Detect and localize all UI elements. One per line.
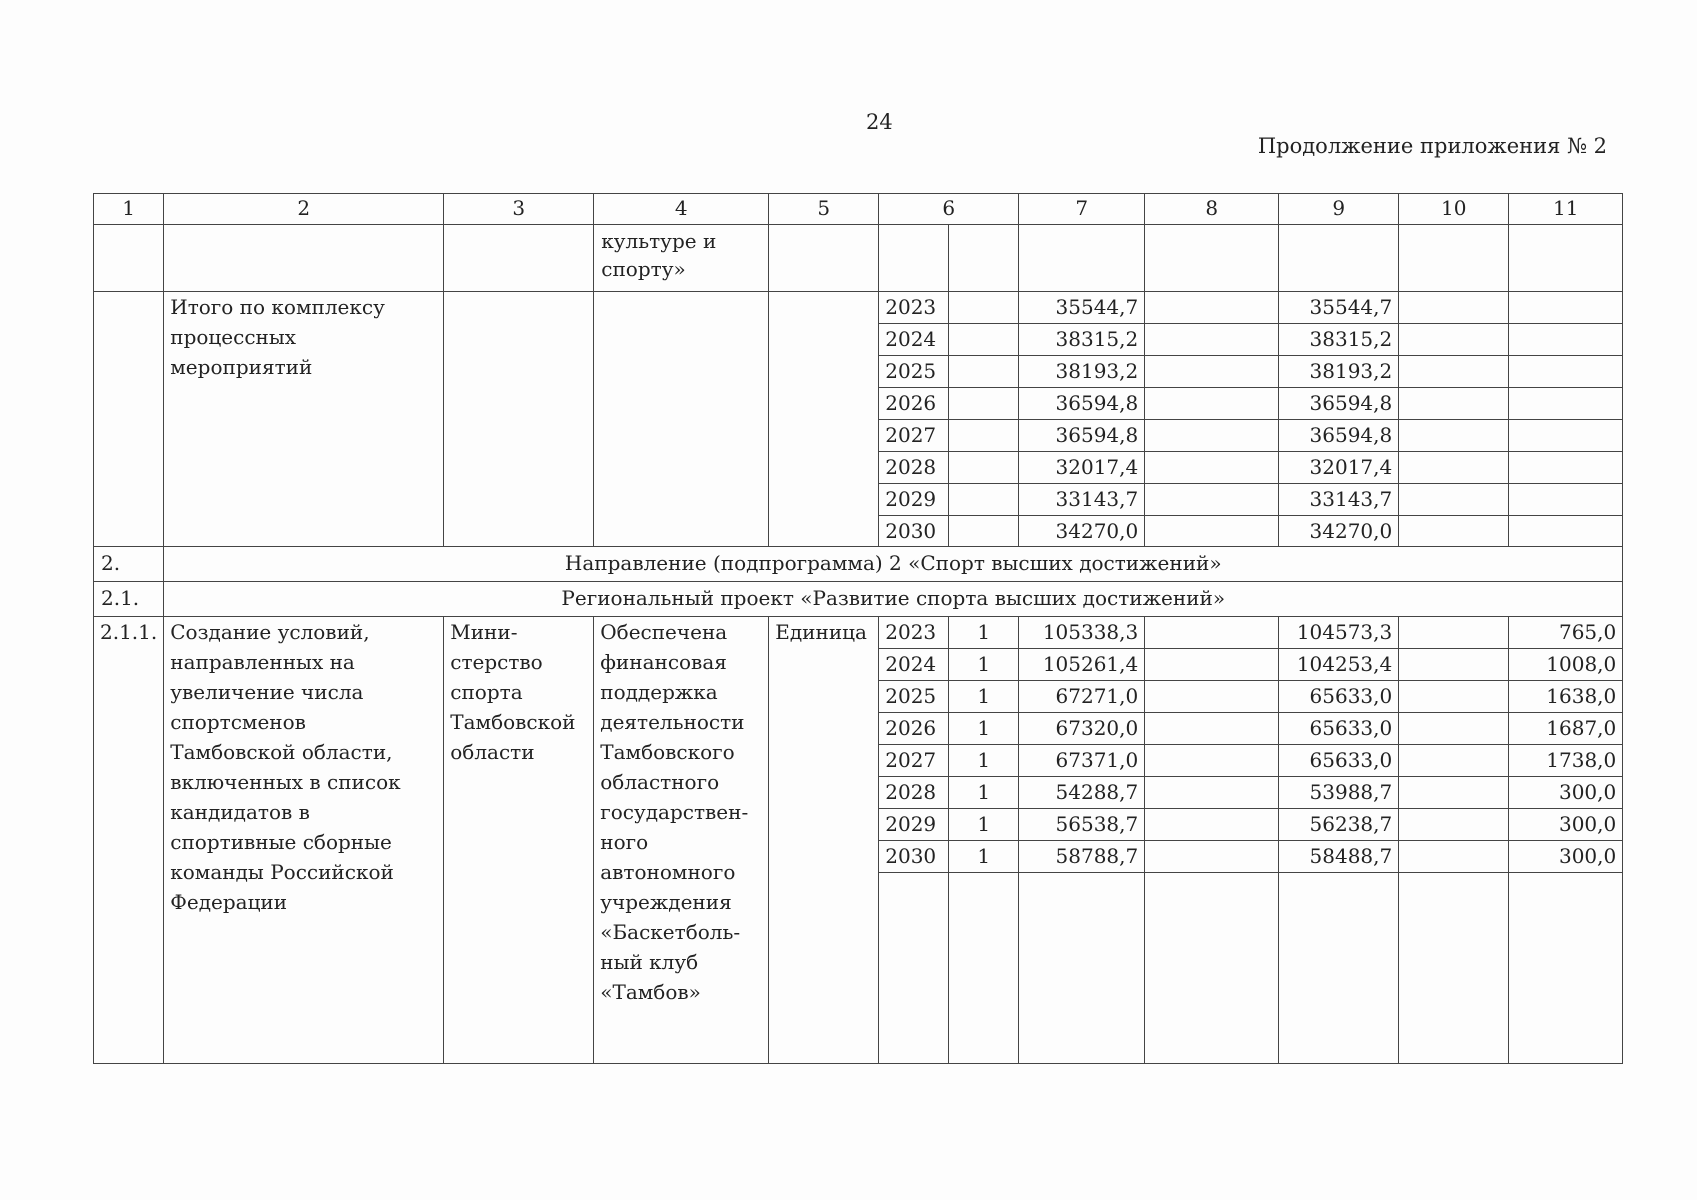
amount-col9: 104253,4 [1279,649,1399,681]
amount-col10 [1399,617,1509,649]
year-cell: 2025 [879,356,949,388]
budget-table [93,193,1623,1064]
year-cell: 2029 [879,484,949,516]
amount-col8 [1145,388,1279,420]
amount-col9: 38193,2 [1279,356,1399,388]
section-num: 2.1. [94,582,164,617]
header-row [94,194,1623,225]
amount-col10 [1399,484,1509,516]
column-header-1: 1 [94,194,164,225]
amount-col10 [1399,356,1509,388]
column-header-9: 9 [1279,194,1399,225]
column-header-10: 10 [1399,194,1509,225]
empty-cell [164,225,444,292]
amount-total: 35544,7 [1019,292,1145,324]
amount-col11 [1509,452,1623,484]
column-header-8: 8 [1145,194,1279,225]
empty-cell [1145,873,1279,1064]
amount-col10 [1399,809,1509,841]
amount-col8 [1145,292,1279,324]
amount-col10 [1399,777,1509,809]
indicator-cell: 1 [949,777,1019,809]
indicator-cell [949,516,1019,547]
amount-col11: 1008,0 [1509,649,1623,681]
amount-col8 [1145,516,1279,547]
indicator-cell [949,452,1019,484]
amount-col10 [1399,452,1509,484]
indicator-cell: 1 [949,617,1019,649]
appendix-note: Продолжение приложения № 2 [1257,134,1607,158]
amount-col8 [1145,777,1279,809]
amount-col8 [1145,420,1279,452]
empty-cell [1399,873,1509,1064]
amount-total: 67271,0 [1019,681,1145,713]
year-cell: 2024 [879,649,949,681]
amount-col9: 33143,7 [1279,484,1399,516]
column-header-4: 4 [594,194,769,225]
column-header-3: 3 [444,194,594,225]
empty-cell [949,873,1019,1064]
amount-total: 32017,4 [1019,452,1145,484]
empty-cell [879,873,949,1064]
amount-col8 [1145,484,1279,516]
empty-cell [444,225,594,292]
amount-total: 67320,0 [1019,713,1145,745]
amount-col11 [1509,292,1623,324]
year-cell: 2023 [879,617,949,649]
amount-col11 [1509,324,1623,356]
item-unit: Единица [769,617,879,1064]
amount-total: 33143,7 [1019,484,1145,516]
amount-col11 [1509,388,1623,420]
amount-col11: 300,0 [1509,809,1623,841]
amount-col9: 65633,0 [1279,745,1399,777]
amount-col8 [1145,681,1279,713]
amount-total: 36594,8 [1019,420,1145,452]
amount-col10 [1399,649,1509,681]
indicator-cell [949,484,1019,516]
amount-col10 [1399,681,1509,713]
amount-col9: 65633,0 [1279,713,1399,745]
year-cell: 2028 [879,777,949,809]
amount-total: 38193,2 [1019,356,1145,388]
total-label: Итого по комплексу процессных мероприятий [164,292,444,547]
total-row [94,292,1623,324]
amount-col11: 1638,0 [1509,681,1623,713]
empty-cell [769,225,879,292]
amount-col10 [1399,324,1509,356]
indicator-cell: 1 [949,649,1019,681]
item-executor: Мини-стерство спорта Тамбовской области [444,617,594,1064]
section-title: Направление (подпрограмма) 2 «Спорт высших достижений» [164,547,1623,582]
year-cell: 2024 [879,324,949,356]
amount-col9: 35544,7 [1279,292,1399,324]
amount-col8 [1145,617,1279,649]
column-header-7: 7 [1019,194,1145,225]
amount-col11: 300,0 [1509,777,1623,809]
amount-col9: 53988,7 [1279,777,1399,809]
year-cell: 2028 [879,452,949,484]
indicator-cell [949,388,1019,420]
amount-col8 [1145,452,1279,484]
amount-col9: 36594,8 [1279,388,1399,420]
total-num [94,292,164,547]
year-cell: 2030 [879,516,949,547]
amount-col10 [1399,388,1509,420]
amount-col10 [1399,420,1509,452]
amount-col8 [1145,809,1279,841]
year-cell: 2026 [879,388,949,420]
column-header-6: 6 [879,194,1019,225]
year-cell: 2029 [879,809,949,841]
empty-cell [1509,873,1623,1064]
amount-total: 56538,7 [1019,809,1145,841]
total-col4 [594,292,769,547]
amount-col8 [1145,713,1279,745]
column-header-11: 11 [1509,194,1623,225]
total-col5 [769,292,879,547]
amount-col9: 34270,0 [1279,516,1399,547]
amount-col8 [1145,745,1279,777]
column-header-5: 5 [769,194,879,225]
item-name: Создание условий, направленных на увеличение числа спортсменов Тамбовской области, включенных в список кандидатов в спортивные сборные команды Российской Федерации [164,617,444,1064]
section-row [94,582,1623,617]
amount-col9: 65633,0 [1279,681,1399,713]
empty-cell [1399,225,1509,292]
empty-cell [1509,225,1623,292]
amount-col8 [1145,649,1279,681]
year-cell: 2027 [879,745,949,777]
amount-col10 [1399,841,1509,873]
amount-col9: 58488,7 [1279,841,1399,873]
amount-col8 [1145,841,1279,873]
item-row [94,617,1623,649]
amount-col10 [1399,516,1509,547]
amount-col9: 36594,8 [1279,420,1399,452]
amount-col11 [1509,356,1623,388]
amount-col10 [1399,292,1509,324]
amount-col10 [1399,745,1509,777]
amount-col11 [1509,420,1623,452]
indicator-cell [949,356,1019,388]
page-number: 24 [866,110,893,134]
amount-col11: 1687,0 [1509,713,1623,745]
empty-cell [94,225,164,292]
item-num: 2.1.1. [94,617,164,1064]
amount-col8 [1145,324,1279,356]
amount-total: 36594,8 [1019,388,1145,420]
empty-cell [1019,225,1145,292]
section-title: Региональный проект «Развитие спорта высших достижений» [164,582,1623,617]
amount-total: 34270,0 [1019,516,1145,547]
indicator-cell: 1 [949,681,1019,713]
indicator-cell: 1 [949,745,1019,777]
empty-cell [1145,225,1279,292]
indicator-cell [949,292,1019,324]
amount-total: 54288,7 [1019,777,1145,809]
continuation-row [94,225,1623,292]
continuation-col4: культуре и спорту» [594,225,769,292]
empty-cell [1279,873,1399,1064]
item-result: Обеспечена финансовая поддержка деятельности Тамбовского областного государствен-ного автономного учреждения «Баскетболь-ный клуб «Тамбов» [594,617,769,1064]
section-num: 2. [94,547,164,582]
year-cell: 2025 [879,681,949,713]
empty-cell [879,225,949,292]
year-cell: 2023 [879,292,949,324]
amount-total: 38315,2 [1019,324,1145,356]
amount-col11 [1509,484,1623,516]
amount-total: 67371,0 [1019,745,1145,777]
amount-col11: 765,0 [1509,617,1623,649]
year-cell: 2027 [879,420,949,452]
amount-col9: 56238,7 [1279,809,1399,841]
amount-col11 [1509,516,1623,547]
amount-col8 [1145,356,1279,388]
amount-col11: 1738,0 [1509,745,1623,777]
year-cell: 2030 [879,841,949,873]
year-cell: 2026 [879,713,949,745]
empty-cell [949,225,1019,292]
amount-total: 105261,4 [1019,649,1145,681]
indicator-cell: 1 [949,809,1019,841]
indicator-cell: 1 [949,841,1019,873]
amount-col9: 38315,2 [1279,324,1399,356]
amount-col9: 32017,4 [1279,452,1399,484]
empty-cell [1019,873,1145,1064]
empty-cell [1279,225,1399,292]
amount-total: 105338,3 [1019,617,1145,649]
indicator-cell [949,324,1019,356]
indicator-cell: 1 [949,713,1019,745]
section-row [94,547,1623,582]
column-header-2: 2 [164,194,444,225]
indicator-cell [949,420,1019,452]
total-col3 [444,292,594,547]
amount-col10 [1399,713,1509,745]
amount-col9: 104573,3 [1279,617,1399,649]
amount-col11: 300,0 [1509,841,1623,873]
amount-total: 58788,7 [1019,841,1145,873]
